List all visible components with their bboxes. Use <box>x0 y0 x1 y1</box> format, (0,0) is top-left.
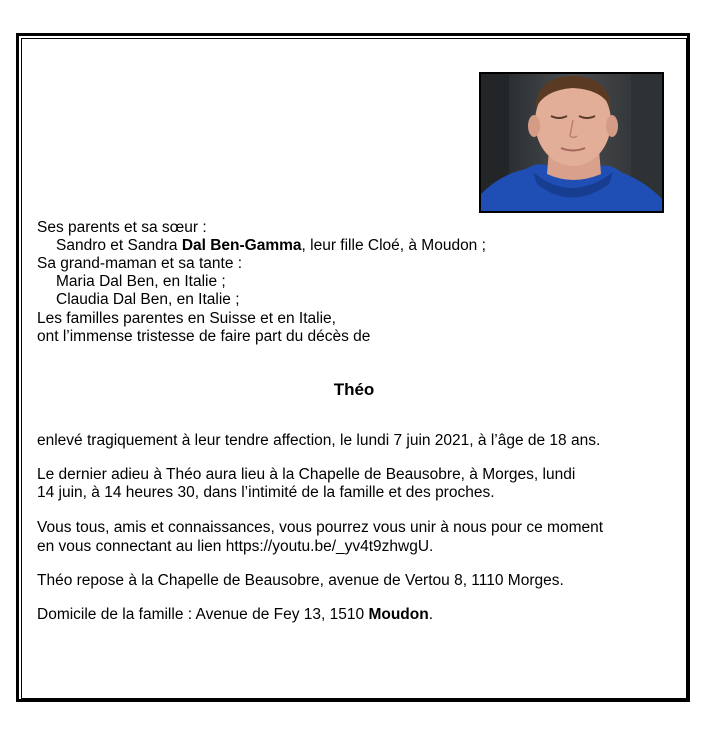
paragraph-3-line-1: Vous tous, amis et connaissances, vous pourrez vous unir à nous pour ce moment <box>37 519 604 536</box>
paragraph-1: enlevé tragiquement à leur tendre affection, le lundi 7 juin 2021, à l’âge de 18 ans. <box>37 432 601 449</box>
intro-line-3: Sa grand-maman et sa tante : <box>37 255 243 272</box>
paragraph-4: Théo repose à la Chapelle de Beausobre, avenue de Vertou 8, 1110 Morges. <box>37 572 564 589</box>
intro-line-4: Maria Dal Ben, en Italie ; <box>56 273 226 290</box>
portrait-photo <box>479 72 664 213</box>
intro-line-2 <box>37 237 486 256</box>
paragraph-2-line-2: 14 juin, à 14 heures 30, dans l’intimité de la famille et des proches. <box>37 484 495 501</box>
address-prefix: Domicile de la famille : Avenue de Fey 13, 1510 <box>37 606 369 623</box>
intro-line-5: Claudia Dal Ben, en Italie ; <box>56 291 240 308</box>
intro-line-6: Les familles parentes en Suisse et en Italie, <box>37 310 336 327</box>
paragraph-2-line-1: Le dernier adieu à Théo aura lieu à la Chapelle de Beausobre, à Morges, lundi <box>37 466 576 483</box>
intro-line-7: ont l’immense tristesse de faire part du décès de <box>37 328 371 345</box>
paragraph-3-line-2: en vous connectant au lien https://youtu.be/_yv4t9zhwgU. <box>37 538 434 555</box>
intro-line-1: Ses parents et sa sœur : <box>37 219 207 236</box>
family-name: Dal Ben-Gamma <box>181 237 302 254</box>
deceased-name: Théo <box>333 380 375 399</box>
paragraph-5 <box>37 606 433 625</box>
address-suffix: . <box>428 606 434 623</box>
address-town: Moudon <box>368 606 429 623</box>
parents-names-prefix: Sandro et Sandra <box>56 237 182 254</box>
parents-names-suffix: , leur fille Cloé, à Moudon ; <box>301 237 486 254</box>
